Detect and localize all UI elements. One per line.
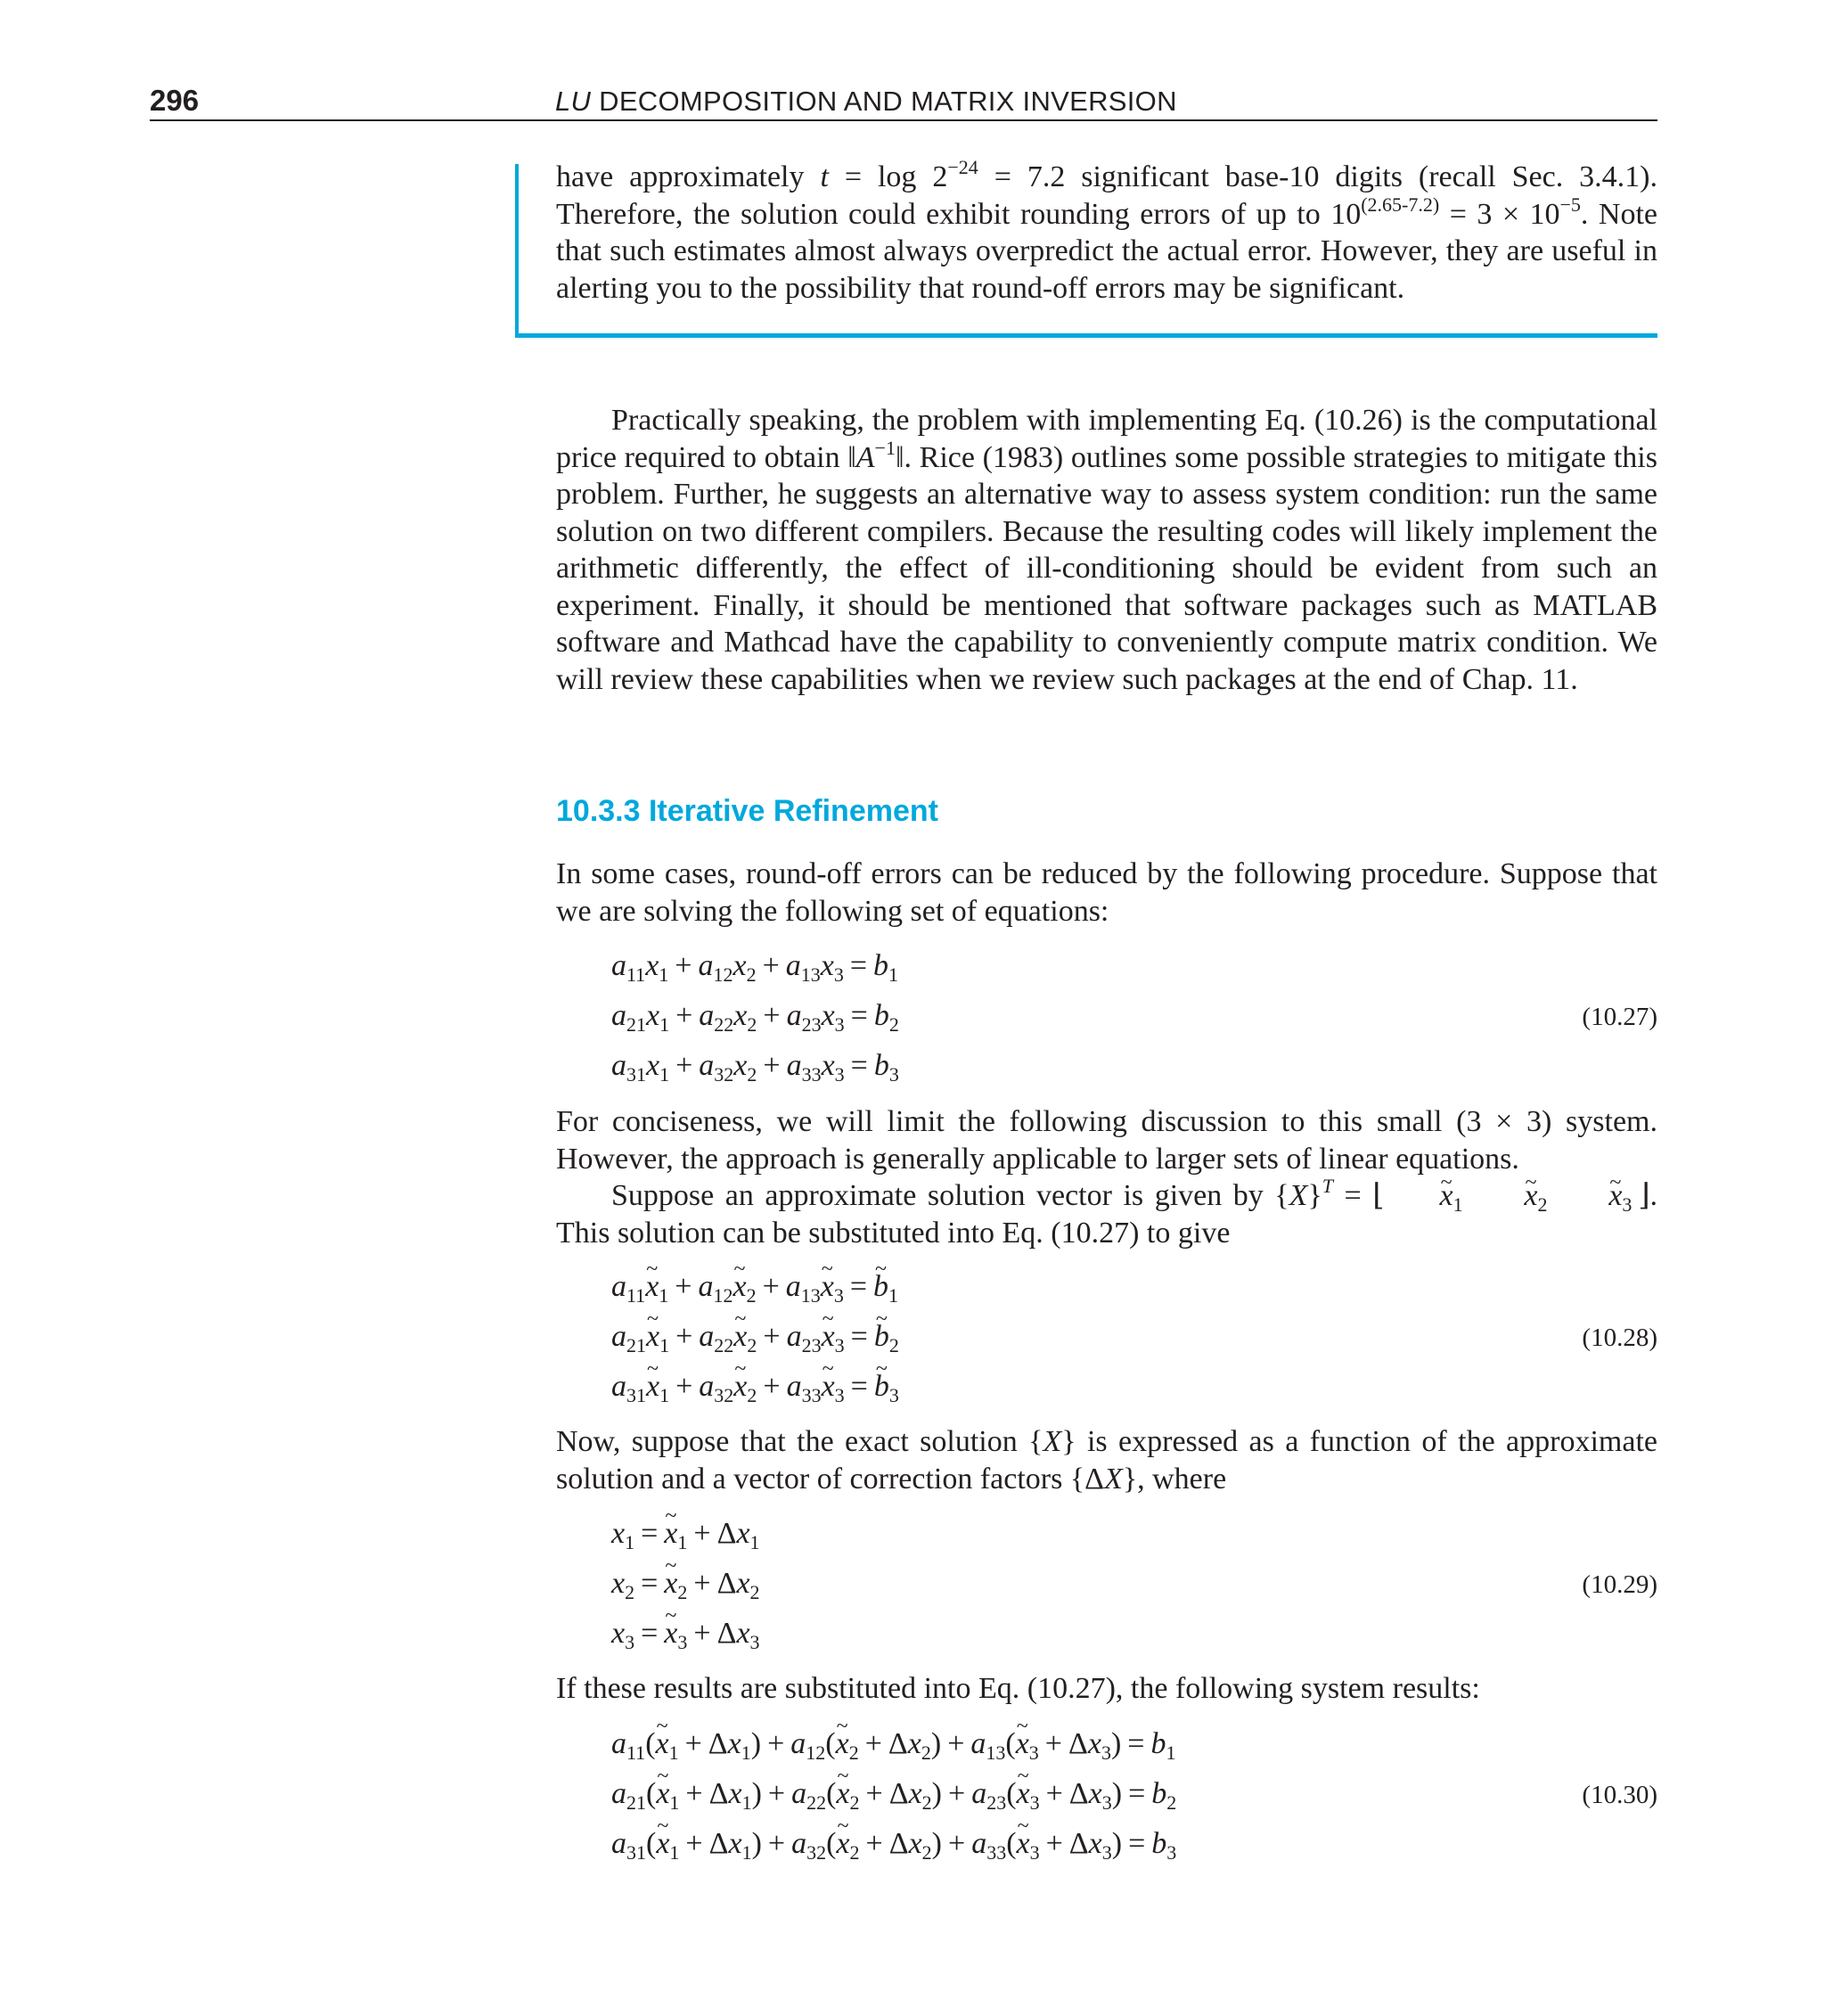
equation-10-29 xyxy=(556,1517,1657,1651)
equation-line: $a_{21}x$ $\sim_1 + a_{22}x$ $\sim_2 + a_{23}x$ $\sim_3 = b$ $\sim_2$ xyxy=(611,1320,899,1354)
equation-line: $a_{11}x_1 + a_{12}x_2 + a_{13}x_3 = b_1$ xyxy=(611,949,899,986)
body-paragraph-approximate: Suppose an approximate solution vector is given by $\{X\}^T$ = ⌊ x $\sim_1$ x $\sim_2$ x $\sim_3$ ⌋. This solution can be substituted into Eq. (10.27) to give xyxy=(556,1177,1657,1251)
equation-line: $a_{11}(x$ $\sim_1 + \Delta x_1) + a_{12}(x$ $\sim_2 + \Delta x_2) + a_{13}(x$ $\sim_3 + \Delta x_3) = b_1$ xyxy=(611,1727,1175,1761)
body-paragraph-intro: In some cases, round-off errors can be reduced by the following procedure. Suppose that we are solving the following set of equations: xyxy=(556,857,1657,928)
equation-line: $a_{31}(x$ $\sim_1 + \Delta x_1) + a_{32}(x$ $\sim_2 + \Delta x_2) + a_{33}(x$ $\sim_3 + \Delta x_3) = b_3$ xyxy=(611,1827,1176,1861)
example-box-paragraph: have approximately $t = \log 2^{-24} = 7.2$ significant base-10 digits (recall Sec. 3.4.1). Therefore, the solution could exhibit rounding errors of up to $10^{(2.65-7.2)} = 3 \times 10^{-5}$. Note that such estimates almost always overpredict the actual error. However, they are useful in alerting you to the possibility that round-off errors may be significant. xyxy=(556,156,1657,305)
equation-line: $a_{31}x_1 + a_{32}x_2 + a_{33}x_3 = b_3$ xyxy=(611,1049,899,1086)
equation-line: $x_3 = x$ $\sim_3 + \Delta x_3$ xyxy=(611,1617,760,1651)
section-heading: 10.3.3 Iterative Refinement xyxy=(556,794,938,828)
body-paragraph-exact-solution: Now, suppose that the exact solution {X} is expressed as a function of the approximate solution and a vector of correction factors {ΔX}, where xyxy=(556,1425,1657,1496)
example-box-bottom-rule xyxy=(515,333,1657,338)
page-number: 296 xyxy=(150,84,200,117)
body-paragraph-substitution: If these results are substituted into Eq. (10.27), the following system results: xyxy=(556,1672,1480,1705)
equation-10-28 xyxy=(556,1270,1657,1404)
equation-number: (10.27) xyxy=(1582,1003,1657,1031)
example-box-text xyxy=(556,156,1657,307)
equation-line: $a_{21}x_1 + a_{22}x_2 + a_{23}x_3 = b_2$ xyxy=(611,999,899,1036)
equation-10-30 xyxy=(556,1727,1657,1864)
equation-line: $a_{21}(x$ $\sim_1 + \Delta x_1) + a_{22}(x$ $\sim_2 + \Delta x_2) + a_{23}(x$ $\sim_3 + \Delta x_3) = b_2$ xyxy=(611,1777,1176,1811)
example-box-left-rule xyxy=(515,164,519,337)
running-head-lu: LU xyxy=(555,86,592,117)
equation-line: $a_{31}x$ $\sim_1 + a_{32}x$ $\sim_2 + a_{33}x$ $\sim_3 = b$ $\sim_3$ xyxy=(611,1370,899,1404)
body-paragraph-conciseness: For conciseness, we will limit the following discussion to this small (3 × 3) system. However, the approach is generally applicable to larger sets of linear equations. xyxy=(556,1105,1657,1176)
equation-line: $x_1 = x$ $\sim_1 + \Delta x_1$ xyxy=(611,1517,760,1551)
equation-number: (10.28) xyxy=(1582,1324,1657,1352)
equation-line: $x_2 = x$ $\sim_2 + \Delta x_2$ xyxy=(611,1567,760,1601)
running-head-text: DECOMPOSITION AND MATRIX INVERSION xyxy=(591,86,1177,117)
running-head xyxy=(555,86,1177,118)
equation-line: $a_{11}x$ $\sim_1 + a_{12}x$ $\sim_2 + a_{13}x$ $\sim_3 = b$ $\sim_1$ xyxy=(611,1270,898,1304)
equation-number: (10.30) xyxy=(1582,1781,1657,1809)
body-paragraph-condition: Practically speaking, the problem with implementing Eq. (10.26) is the computational price required to obtain $‖A^{-1}‖$. Rice (1983) outlines some possible strategies to mitigate this problem. Further, he suggests an alternative way to assess system condition: run the same solution on two different compilers. Because the resulting codes will likely implement the arithmetic differently, the effect of ill-conditioning should be evident from such an experiment. Finally, it should be mentioned that software packages such as MATLAB software and Mathcad have the capability to conveniently compute matrix condition. We will review these capabilities when we review such packages at the end of Chap. 11. xyxy=(556,404,1657,696)
equation-10-27 xyxy=(556,949,1657,1086)
page-header xyxy=(150,78,1657,121)
equation-number: (10.29) xyxy=(1582,1570,1657,1599)
